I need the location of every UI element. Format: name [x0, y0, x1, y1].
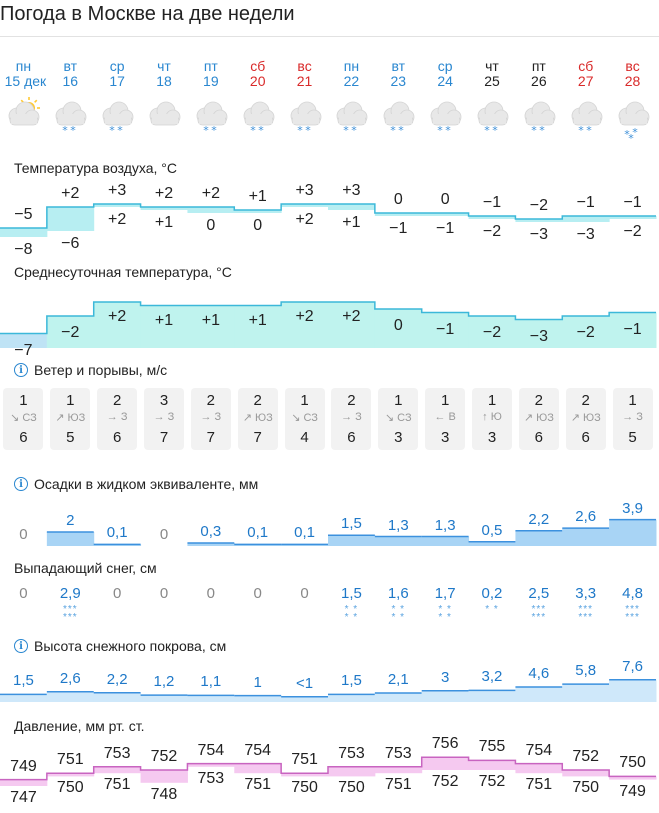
svg-text:*: *: [492, 124, 498, 137]
day-name: вс: [625, 58, 640, 74]
svg-text:*: *: [351, 124, 358, 137]
avg-label: −2: [576, 324, 595, 341]
cloud-snow-icon: [287, 96, 323, 144]
svg-text:*: *: [109, 124, 115, 137]
wind-gust: 5: [628, 429, 637, 446]
day-date: 22: [343, 73, 360, 89]
snowfall-label: 1,6: [387, 585, 409, 602]
wind-direction: ← В: [434, 411, 456, 423]
temp-max-label: −2: [529, 197, 548, 214]
snowfall-label: 0,2: [481, 585, 503, 602]
pressure-max-label: 754: [525, 741, 553, 759]
wind-direction: → З: [341, 411, 362, 423]
pressure-min-label: 752: [478, 773, 506, 790]
temp-band: [328, 204, 375, 210]
temp-section-title: [14, 160, 177, 176]
pressure-max-label: 753: [103, 744, 131, 762]
cover-label: 2,2: [106, 670, 128, 688]
pressure-max-label: 755: [478, 738, 506, 756]
wind-direction: ↗ ЮЗ: [523, 412, 554, 424]
cover-label: 1,5: [12, 672, 34, 690]
pressure-max-label: 751: [291, 751, 318, 769]
avg-label: −1: [623, 320, 642, 338]
cover-bar: [94, 693, 141, 702]
snowflake-icon: *** ***: [62, 604, 78, 623]
cover-bar: [234, 696, 281, 702]
wind-gust: 6: [112, 429, 122, 446]
snowfall-label: 3,3: [575, 585, 597, 602]
svg-text:*: *: [445, 124, 451, 137]
wind-gust: 3: [487, 429, 497, 446]
snowfall-label: 0: [19, 585, 28, 602]
day-date: 27: [577, 73, 594, 89]
svg-text:*: *: [257, 124, 264, 137]
day-date: 23: [390, 73, 407, 89]
snowfall-label: 0: [112, 585, 122, 602]
precip-bar: [422, 537, 469, 546]
day-name: чт: [485, 58, 499, 74]
wind-card: [144, 388, 184, 450]
wind-gust: 3: [394, 429, 403, 446]
cover-bar: [187, 695, 234, 702]
precip-bar: [375, 537, 422, 546]
wind-speed: 1: [628, 392, 637, 409]
avg-label: +1: [248, 311, 267, 329]
snowfall-title-text: Выпадающий снег, см: [14, 560, 157, 576]
pressure-min-label: 751: [525, 776, 553, 794]
snowfall-label: 2,5: [528, 585, 550, 602]
avg-label: −2: [61, 324, 80, 341]
temp-min-label: +2: [108, 211, 127, 228]
svg-text:*: *: [398, 124, 405, 137]
day-name: чт: [157, 58, 171, 74]
wind-speed: 2: [253, 392, 262, 409]
temp-min-label: +1: [154, 214, 174, 231]
avg-label: +2: [108, 308, 127, 325]
temp-band: [562, 216, 609, 222]
wind-gust: 7: [159, 429, 169, 446]
svg-text:*: *: [631, 126, 638, 139]
cover-label: 2,6: [59, 669, 81, 687]
pressure-min-label: 749: [619, 782, 646, 800]
wind-direction: ↘ СЗ: [291, 412, 318, 424]
pressure-max-label: 756: [431, 735, 459, 753]
wind-speed: 2: [112, 392, 122, 409]
temp-max-label: +3: [295, 182, 314, 199]
wind-gust: 6: [347, 429, 356, 446]
temp-band: [187, 207, 234, 213]
pressure-band: [469, 760, 516, 770]
day-date: 16: [62, 73, 79, 89]
pressure-min-label: 751: [103, 776, 131, 794]
cover-bar: [281, 697, 328, 702]
pressure-max-label: 752: [572, 748, 600, 765]
wind-speed: 2: [581, 392, 590, 409]
cover-label: 1,5: [340, 672, 362, 690]
avg-label: −3: [529, 327, 548, 345]
temp-min-label: +2: [295, 211, 314, 228]
wind-card: [613, 388, 653, 450]
day-date: 26: [531, 73, 547, 89]
day-name: сб: [578, 58, 594, 74]
cover-section-title: [14, 638, 226, 654]
precip-label: 0,3: [200, 523, 222, 541]
wind-card: [331, 388, 371, 450]
temp-band: [0, 228, 47, 237]
wind-speed: 1: [66, 392, 75, 409]
pressure-band: [328, 767, 375, 777]
pressure-min-label: 752: [431, 773, 459, 790]
temp-min-label: −8: [14, 241, 33, 258]
day-date: 24: [437, 73, 453, 89]
temp-max-label: 0: [440, 191, 450, 208]
pressure-band: [234, 764, 281, 774]
precip-label: 2,2: [528, 510, 550, 528]
svg-text:*: *: [539, 124, 545, 137]
cloud-snow-icon: [474, 96, 510, 144]
cover-label: 3: [440, 668, 450, 686]
temp-max-label: +2: [201, 185, 220, 202]
temp-min-label: −1: [436, 220, 455, 237]
wind-gust: 6: [19, 429, 28, 446]
cover-label: 3,2: [481, 668, 503, 686]
wind-card: [425, 388, 465, 450]
svg-text:*: *: [62, 124, 69, 137]
wind-speed: 1: [394, 392, 403, 409]
precip-label: 0,5: [481, 521, 503, 539]
svg-text:*: *: [117, 124, 123, 137]
temp-min-label: −2: [623, 223, 642, 240]
wind-card: [566, 388, 606, 450]
avg-label: 0: [393, 317, 403, 334]
svg-text:*: *: [211, 124, 217, 137]
snowflake-icon: * * * *: [344, 604, 359, 623]
pressure-band: [141, 770, 188, 783]
wind-speed: 2: [206, 392, 216, 409]
day-date: 25: [484, 73, 500, 89]
pressure-min-label: 750: [56, 779, 84, 797]
svg-text:*: *: [304, 124, 311, 137]
wind-title-text: Ветер и порывы, м/с: [34, 362, 168, 378]
snowfall-section-title: [14, 560, 157, 576]
avg-label: +1: [201, 311, 220, 329]
cover-bar: [422, 691, 469, 702]
cloud-snow-icon: [521, 96, 557, 144]
temp-max-label: 0: [393, 191, 403, 208]
precip-bar: [515, 531, 562, 546]
snowfall-label: 0: [253, 585, 262, 602]
pressure-max-label: 751: [56, 751, 84, 769]
wind-card: [50, 388, 90, 450]
precip-label: 0,1: [247, 524, 269, 542]
wind-card: [285, 388, 325, 450]
pressure-min-label: 753: [197, 769, 225, 787]
snowfall-label: 1,7: [434, 585, 456, 602]
day-date: 18: [156, 73, 172, 89]
precip-label: 2,6: [575, 508, 597, 526]
temp-max-label: +2: [154, 185, 174, 202]
temp-min-label: 0: [253, 217, 263, 234]
pressure-min-label: 750: [338, 779, 365, 797]
temp-max-label: −1: [623, 194, 642, 211]
precip-label: 1,3: [387, 516, 409, 534]
avg-label: −7: [14, 341, 33, 359]
temp-max-label: −5: [14, 206, 33, 223]
svg-text:*: *: [203, 124, 209, 137]
wind-card: [97, 388, 137, 450]
svg-text:*: *: [585, 124, 592, 137]
wind-card: [378, 388, 418, 450]
temp-max-label: +1: [248, 188, 267, 205]
day-date: 28: [624, 73, 641, 89]
avg-label: −1: [436, 320, 455, 338]
wind-speed: 1: [300, 392, 309, 409]
cover-label: 1,2: [153, 673, 175, 691]
pressure-min-label: 750: [291, 779, 318, 797]
temp-min-label: −1: [389, 220, 408, 237]
avg-label: +2: [295, 308, 314, 325]
cover-label: 7,6: [622, 657, 643, 675]
info-icon[interactable]: i: [14, 477, 28, 491]
cloud-snow-icon: [427, 96, 463, 144]
title-divider: [0, 36, 659, 37]
svg-text:*: *: [531, 124, 537, 137]
precip-label: 0,1: [294, 524, 315, 542]
svg-text:*: *: [249, 124, 256, 137]
temp-title-text: Температура воздуха, °C: [14, 160, 177, 176]
avg-title-text: Среднесуточная температура, °C: [14, 264, 232, 280]
temp-max-label: +2: [61, 185, 80, 202]
wind-gust: 3: [440, 429, 450, 446]
precip-title-text: Осадки в жидком эквиваленте, мм: [34, 476, 259, 492]
precip-label: 1,3: [434, 516, 456, 534]
pressure-max-label: 753: [338, 744, 365, 762]
snowflake-icon: * * * *: [391, 604, 406, 623]
cloud-snow-icon: [52, 96, 88, 144]
cover-label: 1,1: [200, 673, 222, 691]
wind-direction: → З: [153, 411, 175, 423]
temp-min-label: −2: [482, 223, 502, 240]
day-name: вс: [297, 58, 312, 74]
avg-section-title: [14, 264, 232, 280]
cover-bar: [469, 690, 516, 702]
cloud-snow-icon: [615, 96, 651, 144]
cover-label: 1: [253, 673, 262, 691]
wind-section-title: [14, 362, 167, 378]
pressure-section-title: [14, 718, 144, 734]
wind-gust: 6: [534, 429, 544, 446]
svg-text:*: *: [484, 124, 490, 137]
precip-bar: [47, 532, 94, 546]
snowfall-label: 0: [206, 585, 216, 602]
cover-label: 2,1: [387, 670, 409, 688]
snowflake-icon: *** ***: [531, 604, 547, 623]
cover-bar: [609, 680, 656, 702]
precip-bar: [609, 520, 656, 546]
wind-gust: 7: [206, 429, 216, 446]
cloud-snow-icon: [333, 96, 369, 144]
wind-direction: ↗ ЮЗ: [570, 412, 601, 424]
precip-label: 0,1: [106, 524, 128, 542]
pressure-max-label: 752: [150, 748, 178, 765]
info-icon[interactable]: i: [14, 363, 28, 377]
pressure-max-label: 750: [619, 754, 646, 772]
temp-max-label: −1: [482, 194, 502, 211]
day-name: пн: [15, 58, 32, 74]
precip-section-title: [14, 476, 258, 492]
wind-speed: 2: [347, 392, 356, 409]
pressure-max-label: 754: [244, 741, 272, 759]
temp-max-label: +3: [342, 182, 361, 199]
precip-bar: [328, 535, 375, 546]
wind-speed: 1: [487, 392, 497, 409]
pressure-min-label: 750: [572, 779, 600, 797]
snowflake-icon: *** ***: [625, 604, 640, 623]
cover-bar: [141, 695, 188, 702]
wind-direction: ↗ ЮЗ: [55, 412, 86, 424]
temp-min-label: +1: [342, 214, 361, 231]
precip-label: 1,5: [340, 515, 362, 533]
wind-gust: 5: [66, 429, 75, 446]
precip-bar: [562, 528, 609, 546]
pressure-band: [422, 757, 469, 770]
temp-max-label: −1: [576, 194, 595, 211]
wind-gust: 6: [581, 429, 590, 446]
cover-title-text: Высота снежного покрова, см: [34, 638, 227, 654]
cover-bar: [328, 694, 375, 702]
svg-text:*: *: [577, 124, 584, 137]
snowflake-icon: * * * *: [438, 604, 452, 623]
cover-bar: [562, 684, 609, 702]
pressure-min-label: 748: [150, 785, 178, 803]
cover-bar: [0, 694, 47, 702]
wind-speed: 1: [440, 392, 450, 409]
svg-text:*: *: [343, 124, 350, 137]
pressure-band: [375, 767, 422, 773]
wind-gust: 4: [300, 429, 309, 446]
wind-direction: ↑ Ю: [482, 411, 502, 423]
page-title: Погода в Москве на две недели: [0, 3, 295, 25]
temp-min-label: −6: [61, 235, 80, 252]
svg-text:*: *: [296, 124, 303, 137]
snowfall-label: 1,5: [340, 585, 362, 602]
day-name: вт: [391, 58, 406, 74]
partly-cloudy-sun-icon: [5, 96, 41, 144]
svg-text:*: *: [437, 124, 443, 137]
temp-min-label: 0: [206, 217, 216, 234]
pressure-band: [515, 764, 562, 774]
wind-card: [472, 388, 512, 450]
day-name: ср: [109, 58, 125, 74]
cloud-snow-icon: [193, 96, 229, 144]
temp-band: [47, 207, 94, 231]
avg-label: +2: [342, 308, 361, 325]
cover-label: 4,6: [528, 664, 550, 682]
precip-label: 2: [66, 512, 75, 529]
pressure-band: [562, 770, 609, 776]
snowflake-icon: * *: [485, 604, 499, 615]
wind-card: [3, 388, 43, 450]
day-name: пн: [343, 58, 360, 74]
precip-label: 0: [159, 526, 169, 543]
cover-bar: [515, 687, 562, 702]
day-date: 17: [109, 73, 125, 89]
cover-label: <1: [296, 674, 314, 692]
temp-min-label: −3: [529, 226, 548, 243]
cover-bar: [47, 692, 94, 702]
svg-text:*: *: [70, 124, 77, 137]
svg-text:*: *: [627, 132, 634, 144]
day-date: 20: [249, 73, 266, 89]
snowfall-label: 4,8: [622, 585, 643, 602]
info-icon[interactable]: i: [14, 639, 28, 653]
day-date: 21: [296, 73, 313, 89]
snowfall-label: 2,9: [59, 585, 81, 602]
pressure-max-label: 749: [10, 757, 37, 775]
wind-speed: 3: [159, 392, 169, 409]
day-name: пт: [203, 58, 218, 74]
pressure-band: [0, 780, 47, 786]
svg-text:*: *: [623, 128, 630, 141]
cloud-snow-icon: [99, 96, 135, 144]
day-name: пт: [531, 58, 546, 74]
pressure-min-label: 747: [10, 789, 37, 806]
temp-min-label: −3: [576, 226, 595, 243]
day-name: сб: [250, 58, 266, 74]
wind-speed: 2: [534, 392, 544, 409]
wind-gust: 7: [253, 429, 262, 446]
pressure-max-label: 754: [197, 741, 225, 759]
wind-card: [191, 388, 231, 450]
wind-direction: → З: [106, 411, 128, 423]
svg-text:*: *: [390, 124, 397, 137]
snowfall-label: 0: [159, 585, 169, 602]
pressure-max-label: 753: [384, 744, 412, 762]
wind-speed: 1: [19, 392, 28, 409]
precip-label: 0: [19, 526, 28, 543]
temp-max-label: +3: [108, 182, 127, 199]
day-name: вт: [63, 58, 78, 74]
wind-card: [519, 388, 559, 450]
cloud-snow-icon: [240, 96, 276, 144]
wind-direction: ↘ СЗ: [10, 412, 37, 424]
pressure-title-text: Давление, мм рт. ст.: [14, 718, 145, 734]
wind-direction: ↗ ЮЗ: [242, 412, 273, 424]
wind-direction: → З: [622, 411, 643, 423]
day-date: 15 дек: [4, 73, 47, 89]
day-name: ср: [437, 58, 453, 74]
wind-card: [238, 388, 278, 450]
cover-label: 5,8: [575, 662, 597, 680]
pressure-min-label: 751: [384, 776, 412, 794]
pressure-min-label: 751: [244, 776, 272, 794]
avg-label: −2: [482, 324, 502, 341]
wind-direction: → З: [200, 411, 222, 423]
precip-label: 3,9: [622, 499, 643, 517]
avg-label: +1: [154, 311, 174, 329]
cloud-icon: [146, 96, 182, 144]
cloud-snow-icon: [380, 96, 416, 144]
snowflake-icon: *** ***: [578, 604, 594, 623]
snowfall-label: 0: [300, 585, 309, 602]
pressure-band: [94, 767, 141, 773]
cloud-snow-icon: [568, 96, 604, 144]
wind-direction: ↘ СЗ: [384, 412, 412, 424]
day-date: 19: [203, 73, 219, 89]
cover-bar: [375, 693, 422, 702]
